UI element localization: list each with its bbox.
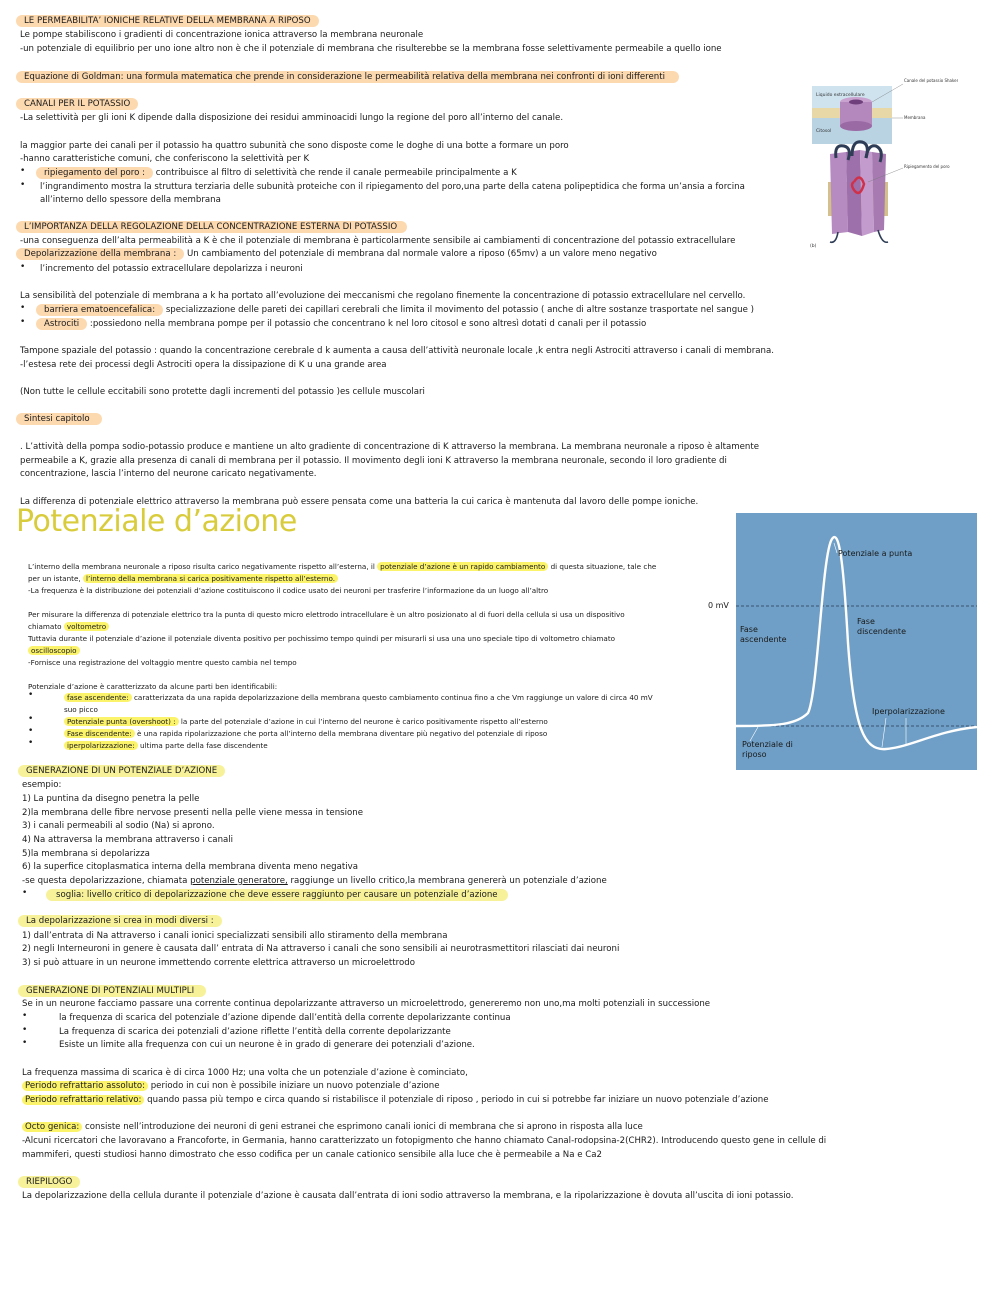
text-line: . L’attività della pompa sodio-potassio produce e mantiene un alto gradiente di concentrazione di K attraverso la membrana. La membrana neuronale a riposo è altamente [20, 442, 760, 452]
text-line: 6) la superfice citoplasmatica interna della membrana diventa meno negativa [22, 862, 358, 872]
label-canale: Canale del potassio Shaker [904, 78, 958, 83]
text-line: -Fornisce una registrazione del voltaggio mentre questo cambia nel tempo [28, 658, 297, 667]
heading-regolazione: L’IMPORTANZA DELLA REGOLAZIONE DELLA CONCENTRAZIONE ESTERNA DI POTASSIO [16, 221, 407, 233]
text-line: mammiferi, questi studiosi hanno dimostrato che esso codifica per un canale cationico sensibile alla luce che è permeabile a Na e Ca2 [22, 1150, 602, 1160]
heading-depol-modi: La depolarizzazione si crea in modi diversi : [18, 915, 222, 927]
text-line: 4) Na attraversa la membrana attraverso i canali [22, 835, 234, 845]
text-line: Tampone spaziale del potassio : quando la concentrazione cerebrale d k aumenta a causa dell’attività neuronale locale ,k entra negli Astrociti attraverso i canali di membrana. [20, 346, 774, 356]
text-line: Tuttavia durante il potenziale d’azione il potenziale diventa positivo per pochissimo tempo quindi per misurarli si usa una uno speciale tipo di voltometro chiamato [28, 634, 616, 643]
heading-sintesi: Sintesi capitolo [16, 413, 102, 425]
label-ripiegamento: Ripiegamento del poro [904, 164, 950, 169]
text-span: la parte del potenziale d’azione in cui l’interno del neurone è carico positivamente rispetto all’esterno [178, 717, 548, 726]
highlight-depolarizzazione: Depolarizzazione della membrana : [16, 248, 184, 260]
text-line: suo picco [64, 705, 98, 714]
text-line: -La frequenza è la distribuzione dei potenziali d’azione costituiscono il codice usato dei neuroni per trasferire l’informazione da un luogo all’altro [28, 586, 549, 595]
y-tick-label: 0 mV [708, 601, 729, 610]
highlight-barriera: barriera ematoencefalica: [36, 304, 163, 316]
text-span: -se questa depolarizzazione, chiamata [22, 876, 191, 886]
underline-potenziale-generatore: potenziale generatore, [190, 876, 288, 886]
heading-generazione: GENERAZIONE DI UN POTENZIALE D’AZIONE [18, 765, 225, 777]
text-line: La depolarizzazione della cellula durante il potenziale d’azione è causata dall’entrata di ioni sodio attraverso la membrana, e la ripolarizzazione è dovuta all’uscita di ioni potassio. [22, 1191, 794, 1201]
text-span: periodo in cui non è possibile iniziare un nuovo potenziale d’azione [148, 1081, 440, 1091]
text-line: l’incremento del potassio extracellulare depolarizza i neuroni [40, 264, 303, 274]
highlight-soglia: soglia: livello critico di depolarizzazione che deve essere raggiunto per causare un potenziale d’azione [46, 889, 508, 901]
bullet: • [22, 1025, 28, 1035]
highlight-refrattario-relativo: Periodo refrattario relativo: [22, 1095, 144, 1105]
text-line: La frequenza di scarica dei potenziali d’azione riflette l’entità della corrente depolarizzante [59, 1027, 451, 1037]
heading-riepilogo: RIEPILOGO [18, 1176, 80, 1188]
highlight-ap: potenziale d’azione è un rapido cambiamento [377, 562, 548, 571]
text-line: Se in un neurone facciamo passare una corrente continua depolarizzante attraverso un microelettrodo, genereremo non uno,ma molti potenziali in successione [22, 999, 711, 1009]
text-span: chiamato [28, 622, 64, 631]
highlight-voltometro: voltometro [64, 622, 109, 631]
text-line: (Non tutte le cellule eccitabili sono protette dagli incrementi del potassio )es cellule muscolari [20, 387, 425, 397]
text-span: per un istante, [28, 574, 83, 583]
heading-permeabilita: LE PERMEABILITA’ IONICHE RELATIVE DELLA MEMBRANA A RIPOSO [16, 15, 319, 27]
text-line: la maggior parte dei canali per il potassio ha quattro subunità che sono disposte come le doghe di una botte a formare un poro [20, 141, 569, 151]
text-line: l’ingrandimento mostra la struttura terziaria delle subunità proteiche con il ripiegamento del poro,una parte della catena polipeptidica che forma un’ansia a forcina [40, 182, 745, 192]
text-line: esempio: [22, 780, 62, 790]
text-span: di questa situazione, tale che [548, 562, 657, 571]
text-line: Potenziale d’azione è caratterizzato da alcune parti ben identificabili: [28, 682, 278, 691]
bullet: • [28, 738, 34, 748]
highlight-fase-ascendente: fase ascendente: [64, 693, 132, 702]
highlight-oscilloscopio: oscilloscopio [28, 646, 80, 655]
label-iperpolarizzazione: Iperpolarizzazione [872, 707, 945, 716]
text-line: concentrazione, lascia l’interno del neurone caricato negativamente. [20, 469, 317, 479]
bullet: • [20, 303, 26, 313]
text-span: caratterizzata da una rapida depolarizzazione della membrana questo cambiamento continua fino a che Vm raggiunge un valore di circa 40 mV [131, 693, 653, 702]
bullet: • [22, 1038, 28, 1048]
label-b: (b) [810, 244, 817, 249]
text-line: all’interno dello spessore della membrana [40, 195, 221, 205]
page-title: Potenziale d’azione [16, 504, 297, 539]
bullet: • [28, 726, 34, 736]
bullet: • [20, 262, 26, 272]
highlight-ap: l’interno della membrana si carica positivamente rispetto all’esterno. [83, 574, 338, 583]
text-line: 3) si può attuare in un neurone immettendo corrente elettrica attraverso un microelettrodo [22, 958, 415, 968]
text-span: quando passa più tempo e circa quando si ristabilisce il potenziale di riposo , periodo in cui si potrebbe far iniziare un nuovo potenziale d’azione [144, 1095, 769, 1105]
text-span: consiste nell’introduzione dei neuroni di geni estranei che esprimono canali ionici di membrana che si aprono in risposta alla luce [82, 1122, 643, 1132]
label-liquido: Liquido extracellulare [816, 93, 865, 98]
text-line: Esiste un limite alla frequenza con cui un neurone è in grado di generare dei potenziali d’azione. [59, 1040, 475, 1050]
goldman-highlight: Equazione di Goldman: una formula matematica che prende in considerazione le permeabilità relativa della membrana nei confronti di ioni differenti [16, 71, 679, 83]
text-line: -Alcuni ricercatori che lavoravano a Francoforte, in Germania, hanno caratterizzato un fotopigmento che hanno chiamato Canal-rodopsina-2(CHR2). Introducendo questo gene in cellule di [22, 1136, 827, 1146]
text-line: Per misurare la differenza di potenziale elettrico tra la punta di questo micro elettrodo intracellulare è un altro posizionato al di fuori della cellula si usa un dispositivo [28, 610, 625, 619]
text-line: permeabile a K, grazie alla presenza di canali di membrana per il potassio. Il movimento degli ioni K attraverso la membrana neuronale, secondo il loro gradiente di [20, 456, 727, 466]
label-potenziale-punta: Potenziale a punta [838, 549, 913, 558]
bullet: • [22, 1011, 28, 1021]
text-line: La frequenza massima di scarica è di circa 1000 Hz; una volta che un potenziale d’azione è cominciato, [22, 1068, 468, 1078]
label-citosol: Citosol [816, 129, 832, 134]
text-span: specializzazione delle pareti dei capillari cerebrali che limita il movimento del potassio ( anche di altre sostanze trasportate nel sangue ) [163, 305, 754, 315]
highlight-octo-genica: Octo genica: [22, 1122, 82, 1132]
bullet: • [28, 714, 34, 724]
label-riposo-html: Potenziale di riposo [742, 740, 793, 759]
text-line: -l’estesa rete dei processi degli Astrociti opera la dissipazione di K u una grande area [20, 360, 387, 370]
text-line: 5)la membrana si depolarizza [22, 849, 150, 859]
highlight-overshoot: Potenziale punta (overshoot) : [64, 717, 179, 726]
label-ascendente-html: Fase ascendente [740, 625, 787, 644]
bullet: • [20, 180, 26, 190]
highlight-refrattario-assoluto: Periodo refrattario assoluto: [22, 1081, 148, 1091]
highlight-ripiegamento: ripiegamento del poro : [36, 167, 153, 179]
text-span: L’interno della membrana neuronale a riposo risulta carico negativamente rispetto all’esterna, il [28, 562, 378, 571]
text-line: la frequenza di scarica del potenziale d’azione dipende dall’entità della corrente depolarizzante continua [59, 1013, 511, 1023]
text-line: -La selettività per gli ioni K dipende dalla disposizione dei residui amminoacidi lungo la regione del poro all’interno del canale. [20, 113, 564, 123]
potassium-channel-figure [808, 72, 958, 252]
bullet: • [28, 690, 34, 700]
heading-canali-potassio: CANALI PER IL POTASSIO [16, 98, 138, 110]
text-span: Un cambiamento del potenziale di membrana dal normale valore a riposo (65mv) a un valore meno negativo [184, 249, 657, 259]
text-span: ultima parte della fase discendente [137, 741, 268, 750]
bullet: • [20, 166, 26, 176]
text-line: 2) negli Interneuroni in genere è causata dall’ entrata di Na attraverso i canali che sono sensibili ai neurotrasmettitori rilasciati dai neuroni [22, 944, 620, 954]
text-line: 1) La puntina da disegno penetra la pelle [22, 794, 200, 804]
highlight-iperpolarizzazione: iperpolarizzazione: [64, 741, 138, 750]
label-membrana: Membrana [904, 115, 926, 120]
text-line: 3) i canali permeabili al sodio (Na) si aprono. [22, 821, 215, 831]
heading-multipli: GENERAZIONE DI POTENZIALI MULTIPLI [18, 985, 206, 997]
text-line: -un potenziale di equilibrio per uno ione altro non è che il potenziale di membrana che risulterebbe se la membrana fosse selettivamente permeabile a quello ione [20, 44, 722, 54]
text-line: 2)la membrana delle fibre nervose presenti nella pelle viene messa in tensione [22, 808, 364, 818]
text-line: -una conseguenza dell’alta permeabilità a K è che il potenziale di membrana è particolarmente sensibile ai cambiamenti di concentrazione del potassio extracellulare [20, 236, 736, 246]
text-line: 1) dall’entrata di Na attraverso i canali ionici specializzati sensibili allo stiramento della membrana [22, 931, 448, 941]
highlight-astrociti: Astrociti [36, 318, 87, 330]
text-line: La differenza di potenziale elettrico attraverso la membrana può essere pensata come una batteria la cui carica è mantenuta dal lavoro delle pompe ioniche. [20, 497, 699, 507]
bullet: • [22, 888, 28, 898]
label-discendente-html: Fase discendente [857, 617, 906, 636]
text-span: è una rapida ripolarizzazione che porta all’interno della membrana diventare più negativo del potenziale di riposo [134, 729, 548, 738]
highlight-fase-discendente: Fase discendente: [64, 729, 135, 738]
text-span: :possiedono nella membrana pompe per il potassio che concentrano k nel loro citosol e sono altresì dotati d canali per il potassio [87, 319, 647, 329]
text-span: raggiunge un livello critico,la membrana genererà un potenziale d’azione [287, 876, 607, 886]
text-line: -hanno caratteristiche comuni, che conferiscono la selettività per K [20, 154, 310, 164]
text-line: Le pompe stabiliscono i gradienti di concentrazione ionica attraverso la membrana neuronale [20, 30, 424, 40]
text-span: contribuisce al filtro di selettività che rende il canale permeabile principalmente a K [153, 168, 517, 178]
text-line: La sensibilità del potenziale di membrana a k ha portato all’evoluzione dei meccanismi che regolano finemente la concentrazione di potassio extracellulare nel cervello. [20, 291, 746, 301]
bullet: • [20, 317, 26, 327]
